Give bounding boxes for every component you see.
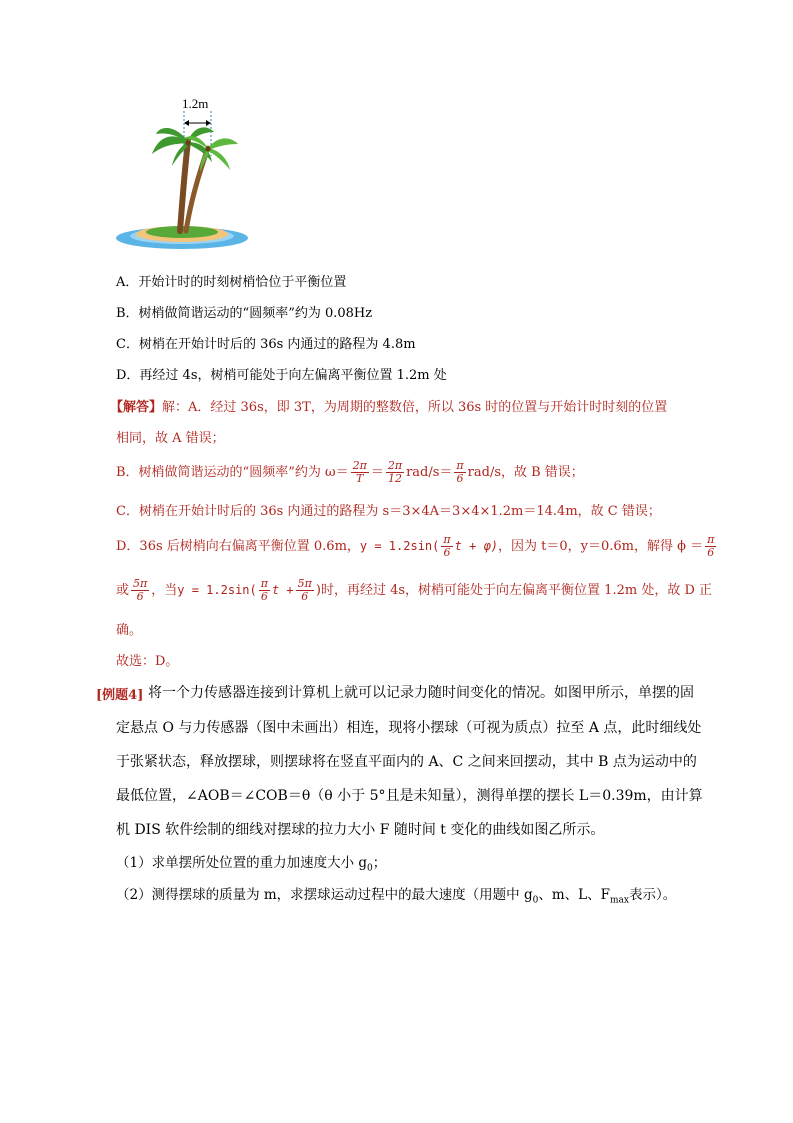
fraction-numerator: 5π	[133, 577, 148, 590]
solution-tag: 【解答】	[110, 400, 163, 415]
fraction-numerator: π	[456, 459, 464, 472]
example-line-3: 于张紧状态，释放摆球，则摆球将在竖直平面内的 A、C 之间来回摆动，其中 B 点为运动中的	[116, 754, 697, 770]
solution-d-pre: D．36s 后树梢向右偏离平衡位置 0.6m，	[116, 539, 360, 554]
solution-line-1	[110, 399, 667, 417]
solution-e-mid: ，当	[151, 583, 178, 598]
equation-y: y = 1.2sin(	[359, 539, 440, 553]
solution-text-a: 解：A．经过 36s，即 3T，为周期的整数倍，所以 36s 时的位置与开始计时时刻的位置	[162, 400, 668, 415]
fraction-2pi-over-12	[386, 460, 404, 485]
example-line-5: 机 DIS 软件绘制的细线对摆球的拉力大小 F 随时间 t 变化的曲线如图乙所示。	[116, 822, 605, 838]
fraction-2pi-over-T	[351, 460, 369, 485]
fraction-denominator: 6	[443, 546, 451, 559]
option-a: A．开始计时的时刻树梢恰位于平衡位置	[116, 275, 347, 290]
fraction-pi-over-6	[454, 460, 465, 485]
equation-phase: t + φ)	[454, 539, 498, 553]
solution-end-line: 确。	[116, 623, 143, 638]
example-tag: [例题4]	[96, 688, 144, 703]
fraction-numerator: π	[260, 577, 268, 590]
equals-sign: ＝	[370, 465, 384, 480]
equation-plus: t +	[271, 583, 294, 597]
fraction-denominator: 6	[301, 590, 309, 603]
fraction-denominator: 6	[260, 590, 268, 603]
question-1-text: （1）求单摆所处位置的重力加速度大小 g	[116, 855, 368, 871]
fraction-numerator: 2π	[387, 459, 403, 472]
solution-b-pre: B．树梢做简谐运动的“圆频率”约为 ω＝	[116, 465, 349, 480]
solution-d-mid: ，因为 t＝0，y＝0.6m，解得 ϕ ＝	[497, 539, 704, 554]
solution-b-line	[116, 460, 584, 485]
question-1	[116, 854, 386, 878]
solution-e-line	[116, 578, 712, 603]
solution-c-line: C．树梢在开始计时后的 36s 内通过的路程为 s＝3×4A＝3×4×1.2m＝14.4m，故 C 错误；	[116, 504, 661, 519]
option-c: C．树梢在开始计时后的 36s 内通过的路程为 4.8m	[116, 337, 416, 352]
fraction-denominator: 6	[707, 546, 715, 559]
question-2-text: （2）测得摆球的质量为 m，求摆球运动过程中的最大速度（用题中 g	[116, 887, 533, 903]
solution-d-line	[116, 534, 718, 559]
fraction-denominator: T	[356, 472, 364, 485]
fraction-pi-over-6	[705, 534, 716, 559]
subscript-0: 0	[367, 863, 373, 874]
fraction-numerator: π	[707, 533, 715, 546]
solution-b-post: rad/s，故 B 错误；	[467, 465, 584, 480]
figure-distance-label: 1.2m	[182, 96, 209, 111]
option-b: B．树梢做简谐运动的“圆频率”约为 0.08Hz	[116, 306, 373, 321]
solution-e-post: )时，再经过 4s，树梢可能处于向左偏离平衡位置 1.2m 处，故 D 正	[315, 583, 713, 598]
palm-tree-figure	[110, 96, 255, 261]
fraction-5pi-over-6	[296, 578, 314, 603]
fraction-numerator: 2π	[352, 459, 367, 472]
fraction-denominator: 6	[456, 472, 464, 485]
question-2-end: 表示）。	[628, 887, 677, 903]
subscript-max: max	[610, 895, 629, 906]
fraction-numerator: 5π	[297, 577, 312, 590]
question-2-mid: 、m、L、F	[538, 887, 610, 903]
example-line-1: 将一个力传感器连接到计算机上就可以记录力随时间变化的情况。如图甲所示，单摆的固	[148, 685, 694, 701]
fraction-numerator: π	[443, 533, 451, 546]
equation-y2: y = 1.2sin(	[177, 583, 257, 597]
subscript-0: 0	[532, 895, 539, 906]
fraction-pi-over-6	[441, 534, 452, 559]
palm-tree-illustration	[110, 96, 255, 261]
solution-choice: 故选：D。	[116, 654, 179, 669]
fraction-5pi-over-6	[131, 578, 149, 603]
fraction-denominator: 12	[387, 472, 402, 485]
solution-line-2: 相同，故 A 错误；	[116, 431, 225, 446]
fraction-pi-over-6	[259, 578, 270, 603]
solution-b-mid: rad/s＝	[406, 465, 453, 480]
example-line-4: 最低位置，∠AOB＝∠COB＝θ（θ 小于 5°且是未知量），测得单摆的摆长 L＝0.39m，由计算	[116, 788, 703, 804]
option-d: D．再经过 4s，树梢可能处于向左偏离平衡位置 1.2m 处	[116, 368, 447, 383]
example-line-2: 定悬点 O 与力传感器（图中未画出）相连，现将小摆球（可视为质点）拉至 A 点，此时细线处	[116, 720, 702, 736]
question-2	[116, 886, 676, 910]
solution-e-pre: 或	[116, 583, 130, 598]
fraction-denominator: 6	[136, 590, 144, 603]
question-1-end: ；	[372, 855, 387, 871]
